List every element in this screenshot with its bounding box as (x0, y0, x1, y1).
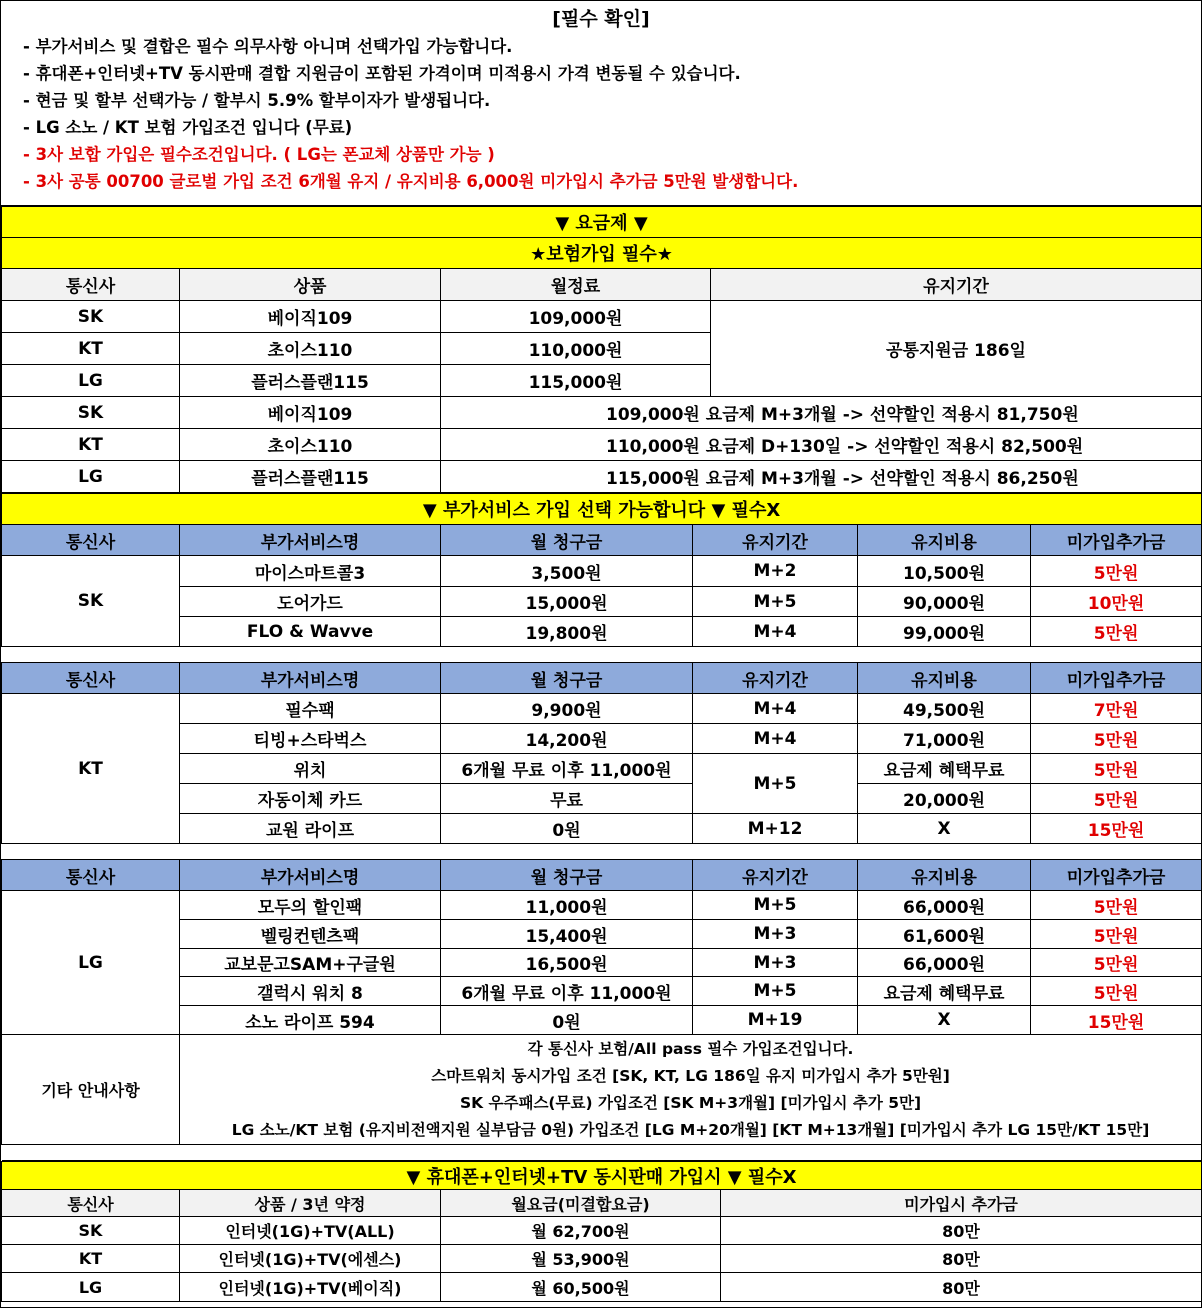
cost-cell: 66,000원 (858, 949, 1031, 977)
col-header: 상품 / 3년 약정 (180, 1190, 441, 1217)
penalty-cell: 5만원 (1031, 784, 1202, 814)
table-row (2, 754, 1202, 784)
fee-cell: 9,900원 (441, 694, 693, 724)
carrier-cell: KT (2, 429, 180, 461)
product-cell: 베이직109 (180, 397, 441, 429)
etc-note-line: SK 우주패스(무료) 가입조건 [SK M+3개월] [미가입시 추가 5만] (459, 1093, 922, 1112)
bundle-header-row (2, 1190, 1202, 1217)
spacer (2, 647, 1202, 663)
fee-cell: 6개월 무료 이후 11,000원 (441, 977, 693, 1006)
service-name-cell: 티빙+스타벅스 (180, 724, 441, 754)
cost-cell: 10,500원 (858, 556, 1031, 587)
table-row (2, 397, 1202, 429)
etc-label: 기타 안내사항 (2, 1035, 180, 1145)
penalty-cell: 10만원 (1031, 587, 1202, 617)
fee-cell: 15,000원 (441, 587, 693, 617)
addon-header-row (2, 663, 1202, 694)
penalty-cell: 80만 (721, 1273, 1202, 1302)
period-cell: M+5 (693, 587, 858, 617)
period-cell: M+5 (693, 891, 858, 920)
etc-note-line: 각 통신사 보험/All pass 필수 가입조건입니다. (527, 1039, 854, 1058)
penalty-cell: 80만 (721, 1217, 1202, 1245)
penalty-cell: 15만원 (1031, 1006, 1202, 1035)
penalty-cell: 5만원 (1031, 617, 1202, 647)
period-cell: M+12 (693, 814, 858, 844)
table-row (2, 724, 1202, 754)
service-name-cell: 모두의 할인팩 (180, 891, 441, 920)
etc-note-line: LG 소노/KT 보험 (유지비전액지원 실부담금 0원) 가입조건 [LG M+20개월] [KT M+13개월] [미가입시 추가 LG 15만/KT 15만] (231, 1120, 1150, 1139)
period-cell: M+2 (693, 556, 858, 587)
table-row (2, 891, 1202, 920)
carrier-cell: SK (2, 301, 180, 333)
cost-cell: 20,000원 (858, 784, 1031, 814)
service-name-cell: 교보문고SAM+구글원 (180, 949, 441, 977)
carrier-cell: LG (2, 461, 180, 493)
service-name-cell: 필수팩 (180, 694, 441, 724)
col-header: 유지기간 (693, 663, 858, 694)
period-cell: M+3 (693, 920, 858, 949)
product-cell: 초이스110 (180, 429, 441, 461)
service-name-cell: 자동이체 카드 (180, 784, 441, 814)
table-row (2, 977, 1202, 1006)
col-header: 미가입추가금 (1031, 663, 1202, 694)
col-header: 통신사 (2, 860, 180, 891)
carrier-cell: SK (2, 1217, 180, 1245)
col-header: 월요금(미결합요금) (441, 1190, 721, 1217)
notice-section (1, 1, 1201, 206)
penalty-cell: 80만 (721, 1245, 1202, 1273)
plan-banner: ▼ 요금제 ▼ (2, 207, 1202, 238)
etc-notes (180, 1035, 1202, 1145)
cost-cell: 요금제 혜택무료 (858, 754, 1031, 784)
fee-cell: 월 53,900원 (441, 1245, 721, 1273)
table-row (2, 1273, 1202, 1302)
col-header: 부가서비스명 (180, 663, 441, 694)
plan-header-row (2, 269, 1202, 301)
col-header: 통신사 (2, 525, 180, 556)
table-row (2, 1217, 1202, 1245)
fee-cell: 월 60,500원 (441, 1273, 721, 1302)
carrier-cell: KT (2, 694, 180, 844)
penalty-cell: 5만원 (1031, 891, 1202, 920)
col-header: 유지기간 (693, 525, 858, 556)
fee-cell: 115,000원 (441, 365, 711, 397)
penalty-cell: 5만원 (1031, 556, 1202, 587)
product-cell: 초이스110 (180, 333, 441, 365)
carrier-cell: LG (2, 1273, 180, 1302)
bundle-table (1, 1161, 1202, 1302)
service-name-cell: 소노 라이프 594 (180, 1006, 441, 1035)
col-header: 미가입추가금 (1031, 525, 1202, 556)
discount-note-cell: 109,000원 요금제 M+3개월 -> 선약할인 적용시 81,750원 (441, 397, 1202, 429)
product-cell: 인터넷(1G)+TV(에센스) (180, 1245, 441, 1273)
table-row (2, 920, 1202, 949)
notice-line: - 휴대폰+인터넷+TV 동시판매 결합 지원금이 포함된 가격이며 미적용시 가격 변동될 수 있습니다. (23, 64, 741, 83)
fee-cell: 16,500원 (441, 949, 693, 977)
col-header: 부가서비스명 (180, 525, 441, 556)
penalty-cell: 15만원 (1031, 814, 1202, 844)
col-header: 월정료 (441, 269, 711, 301)
period-cell: M+4 (693, 694, 858, 724)
spacer (2, 844, 1202, 860)
col-header: 상품 (180, 269, 441, 301)
col-header: 월 청구금 (441, 525, 693, 556)
service-name-cell: 위치 (180, 754, 441, 784)
col-header: 월 청구금 (441, 860, 693, 891)
plan-table (1, 206, 1202, 493)
col-header: 부가서비스명 (180, 860, 441, 891)
penalty-cell: 7만원 (1031, 694, 1202, 724)
col-header: 통신사 (2, 1190, 180, 1217)
service-name-cell: 도어가드 (180, 587, 441, 617)
carrier-cell: KT (2, 1245, 180, 1273)
table-row (2, 617, 1202, 647)
col-header: 유지기간 (693, 860, 858, 891)
fee-cell: 무료 (441, 784, 693, 814)
period-note-cell: 공통지원금 186일 (711, 301, 1202, 397)
penalty-cell: 5만원 (1031, 724, 1202, 754)
service-name-cell: 마이스마트콜3 (180, 556, 441, 587)
table-row (2, 814, 1202, 844)
table-row (2, 1006, 1202, 1035)
col-header: 통신사 (2, 663, 180, 694)
service-name-cell: 벨링컨텐츠팩 (180, 920, 441, 949)
service-name-cell: FLO & Wavve (180, 617, 441, 647)
col-header: 유지비용 (858, 860, 1031, 891)
table-row (2, 784, 1202, 814)
notice-line: - LG 소노 / KT 보험 가입조건 입니다 (무료) (23, 118, 353, 137)
penalty-cell: 5만원 (1031, 920, 1202, 949)
table-row (2, 694, 1202, 724)
etc-row (2, 1035, 1202, 1145)
cost-cell: X (858, 814, 1031, 844)
period-cell: M+4 (693, 724, 858, 754)
fee-cell: 0원 (441, 1006, 693, 1035)
col-header: 유지비용 (858, 525, 1031, 556)
product-cell: 인터넷(1G)+TV(ALL) (180, 1217, 441, 1245)
table-row (2, 556, 1202, 587)
service-name-cell: 교원 라이프 (180, 814, 441, 844)
penalty-cell: 5만원 (1031, 754, 1202, 784)
addon-table (1, 493, 1202, 1161)
cost-cell: 49,500원 (858, 694, 1031, 724)
cost-cell: 61,600원 (858, 920, 1031, 949)
table-row (2, 1245, 1202, 1273)
table-row (2, 429, 1202, 461)
table-row (2, 949, 1202, 977)
carrier-cell: KT (2, 333, 180, 365)
col-header: 유지비용 (858, 663, 1031, 694)
penalty-cell: 5만원 (1031, 949, 1202, 977)
notice-line-warning: - 3사 공통 00700 글로벌 가입 조건 6개월 유지 / 유지비용 6,000원 미가입시 추가금 5만원 발생합니다. (23, 172, 799, 191)
notice-line: - 부가서비스 및 결합은 필수 의무사항 아니며 선택가입 가능합니다. (23, 37, 513, 56)
cost-cell: X (858, 1006, 1031, 1035)
fee-cell: 11,000원 (441, 891, 693, 920)
table-row (2, 301, 1202, 333)
notice-title: [필수 확인] (552, 8, 650, 30)
fee-cell: 15,400원 (441, 920, 693, 949)
cost-cell: 99,000원 (858, 617, 1031, 647)
table-row (2, 587, 1202, 617)
carrier-cell: SK (2, 556, 180, 647)
period-cell: M+5 (693, 977, 858, 1006)
period-cell: M+3 (693, 949, 858, 977)
col-header: 미가입추가금 (1031, 860, 1202, 891)
service-name-cell: 갤럭시 워치 8 (180, 977, 441, 1006)
carrier-cell: LG (2, 365, 180, 397)
col-header: 월 청구금 (441, 663, 693, 694)
table-row (2, 461, 1202, 493)
discount-note-cell: 110,000원 요금제 D+130일 -> 선약할인 적용시 82,500원 (441, 429, 1202, 461)
product-cell: 인터넷(1G)+TV(베이직) (180, 1273, 441, 1302)
spacer (2, 1145, 1202, 1161)
cost-cell: 요금제 혜택무료 (858, 977, 1031, 1006)
product-cell: 플러스플랜115 (180, 365, 441, 397)
col-header: 통신사 (2, 269, 180, 301)
fee-cell: 110,000원 (441, 333, 711, 365)
col-header: 유지기간 (711, 269, 1202, 301)
fee-cell: 109,000원 (441, 301, 711, 333)
product-cell: 플러스플랜115 (180, 461, 441, 493)
penalty-cell: 5만원 (1031, 977, 1202, 1006)
etc-note-line: 스마트워치 동시가입 조건 [SK, KT, LG 186일 유지 미가입시 추가 5만원] (431, 1066, 950, 1085)
cost-cell: 71,000원 (858, 724, 1031, 754)
period-cell: M+4 (693, 617, 858, 647)
addon-header-row (2, 860, 1202, 891)
carrier-cell: SK (2, 397, 180, 429)
cost-cell: 66,000원 (858, 891, 1031, 920)
col-header: 미가입시 추가금 (721, 1190, 1202, 1217)
cost-cell: 90,000원 (858, 587, 1031, 617)
notice-line-warning: - 3사 보합 가입은 필수조건입니다. ( LG는 폰교체 상품만 가능 ) (23, 145, 495, 164)
period-cell: M+5 (693, 754, 858, 814)
fee-cell: 0원 (441, 814, 693, 844)
discount-note-cell: 115,000원 요금제 M+3개월 -> 선약할인 적용시 86,250원 (441, 461, 1202, 493)
fee-cell: 14,200원 (441, 724, 693, 754)
fee-cell: 월 62,700원 (441, 1217, 721, 1245)
addon-banner: ▼ 부가서비스 가입 선택 가능합니다 ▼ 필수X (2, 494, 1202, 525)
bundle-banner: ▼ 휴대폰+인터넷+TV 동시판매 가입시 ▼ 필수X (2, 1162, 1202, 1190)
fee-cell: 3,500원 (441, 556, 693, 587)
insurance-banner: ★보험가입 필수★ (2, 238, 1202, 269)
addon-header-row (2, 525, 1202, 556)
carrier-cell: LG (2, 891, 180, 1035)
product-cell: 베이직109 (180, 301, 441, 333)
period-cell: M+19 (693, 1006, 858, 1035)
notice-line: - 현금 및 할부 선택가능 / 할부시 5.9% 할부이자가 발생됩니다. (23, 91, 491, 110)
fee-cell: 6개월 무료 이후 11,000원 (441, 754, 693, 784)
fee-cell: 19,800원 (441, 617, 693, 647)
